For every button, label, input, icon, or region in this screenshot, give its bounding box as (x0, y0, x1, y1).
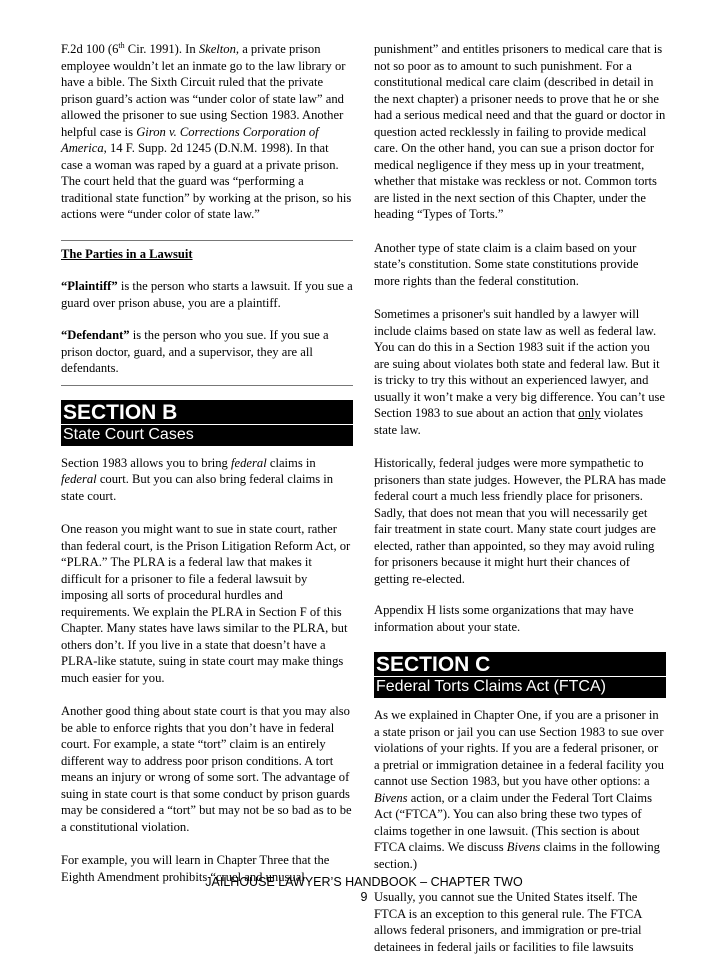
paragraph: Appendix H lists some organizations that may have information about your state. (374, 603, 634, 634)
paragraph: punishment” and entitles prisoners to medical care that is not so poor as to amount to such punishment. For a constitutional medical care claim (described in detail in the next chapter) a prisoner needs to prove that he or she had a serious medical need and that the guard or doctor in question acted recklessly in failing to provide medical care. On the other hand, you can sue a prison doctor for medical negligence if they mess up in your treatment, whether that mistake was reckless or not. Common torts are listed in the next section of this Chapter, under the heading “Types of Torts.” (374, 42, 666, 221)
paragraph: Sometimes a prisoner's suit handled by a lawyer will include claims based on state law as well as federal law. You can do this in a Section 1983 suit if the action you are suing about violates both state and federal law. But it is tricky to try this without an experienced lawyer, and usually it won’t make a very big difference. You can’t use Section 1983 to sue about an action that only violates state law. (374, 307, 665, 437)
box-title: The Parties in a Lawsuit (61, 246, 193, 261)
paragraph: Usually, you cannot sue the United States itself. The FTCA is an exception to this general rule. The FTCA allows federal prisoners, and immigration or pre-trial detainees in federal jails or facilities to file lawsuits (374, 890, 642, 954)
page-footer (0, 875, 728, 905)
paragraph: Another type of state claim is a claim based on your state’s constitution. Some state constitutions provide more rights than the federal constitution. (374, 240, 639, 288)
page-number: 9 (360, 890, 368, 904)
section-title: SECTION C (376, 653, 491, 676)
right-column (374, 41, 666, 972)
parties-sidebar-box (61, 240, 353, 386)
left-column (61, 41, 353, 902)
section-title: SECTION B (63, 400, 178, 424)
section-c-heading (374, 652, 666, 698)
paragraph: F.2d 100 (6th Cir. 1991). In Skelton, a private prison employee wouldn’t let an inmate go to the law library or have a bible. The Sixth Circuit ruled that the private prison guard’s action was “under color of state law” and allowed the prisoner to sue using Section 1983. Another helpful case is Giron v. Corrections Corporation of America, 14 F. Supp. 2d 1245 (D.N.M. 1998). In that case a woman was raped by a guard at a private prison. The court held that the guard was “performing a traditional state function” by working at the prison, so his actions were “under color of state law.” (61, 41, 352, 221)
plaintiff-definition: “Plaintiff” is the person who starts a lawsuit. If you sue a guard over prison abuse, you are a plaintiff. (61, 279, 353, 310)
running-title: JAILHOUSE LAWYER’S HANDBOOK – CHAPTER TWO (205, 875, 523, 889)
paragraph: Section 1983 allows you to bring federal claims in federal court. But you can also bring federal claims in state court. (61, 455, 334, 503)
paragraph: One reason you might want to sue in state court, rather than federal court, is the Prison Litigation Reform Act, or “PLRA.” The PLRA is a federal law that makes it difficult for a prisoner to file a federal lawsuit by imposing all sorts of procedural hurdles and requirements. We explain the PLRA in Section F of this Chapter. Many states have laws similar to the PLRA, but others don’t. If you live in a state that doesn’t have a PLRA-like statute, suing in state court may make things much easier for you. (61, 522, 351, 685)
section-subtitle: Federal Torts Claims Act (FTCA) (374, 676, 666, 698)
defendant-definition: “Defendant” is the person who you sue. If you sue a prison doctor, guard, and a supervisor, they are all defendants. (61, 328, 329, 375)
paragraph: As we explained in Chapter One, if you are a prisoner in a state prison or jail you can use Section 1983 to sue over violations of your rights. If you are a federal prisoner, or a pretrial or immigration detainee in a federal facility you cannot use Section 1983, but you have other options: a Bivens action, or a claim under the Federal Tort Claims Act (“FTCA”). You can also bring these two types of claims together in one lawsuit. (This section is about FTCA claims. We discuss Bivens claims in the following section.) (374, 708, 664, 871)
paragraph: Historically, federal judges were more sympathetic to prisoners than state judges. However, the PLRA has made federal court a much less friendly place for prisoners. Sadly, that does not mean that you will necessarily get fair treatment in state court. Many state court judges are elected, rather than appointed, so they may avoid ruling for prisoners because it might hurt their chances of getting re-elected. (374, 456, 666, 586)
section-b-heading (61, 400, 353, 446)
paragraph: Another good thing about state court is that you may also be able to enforce rights that you don’t have in federal court. For example, a state “tort” claim is an entirely different way to address poor prison conditions. A tort means an injury or wrong of some sort. The advantage of suing in state court is that some conduct by prison guards may be considered a “tort” but may not be so bad as to be a constitutional violation. (61, 704, 352, 834)
section-subtitle: State Court Cases (61, 424, 353, 446)
paragraph: For example, you will learn in Chapter Three that the Eighth Amendment prohibits “cruel and unusual (61, 853, 330, 884)
